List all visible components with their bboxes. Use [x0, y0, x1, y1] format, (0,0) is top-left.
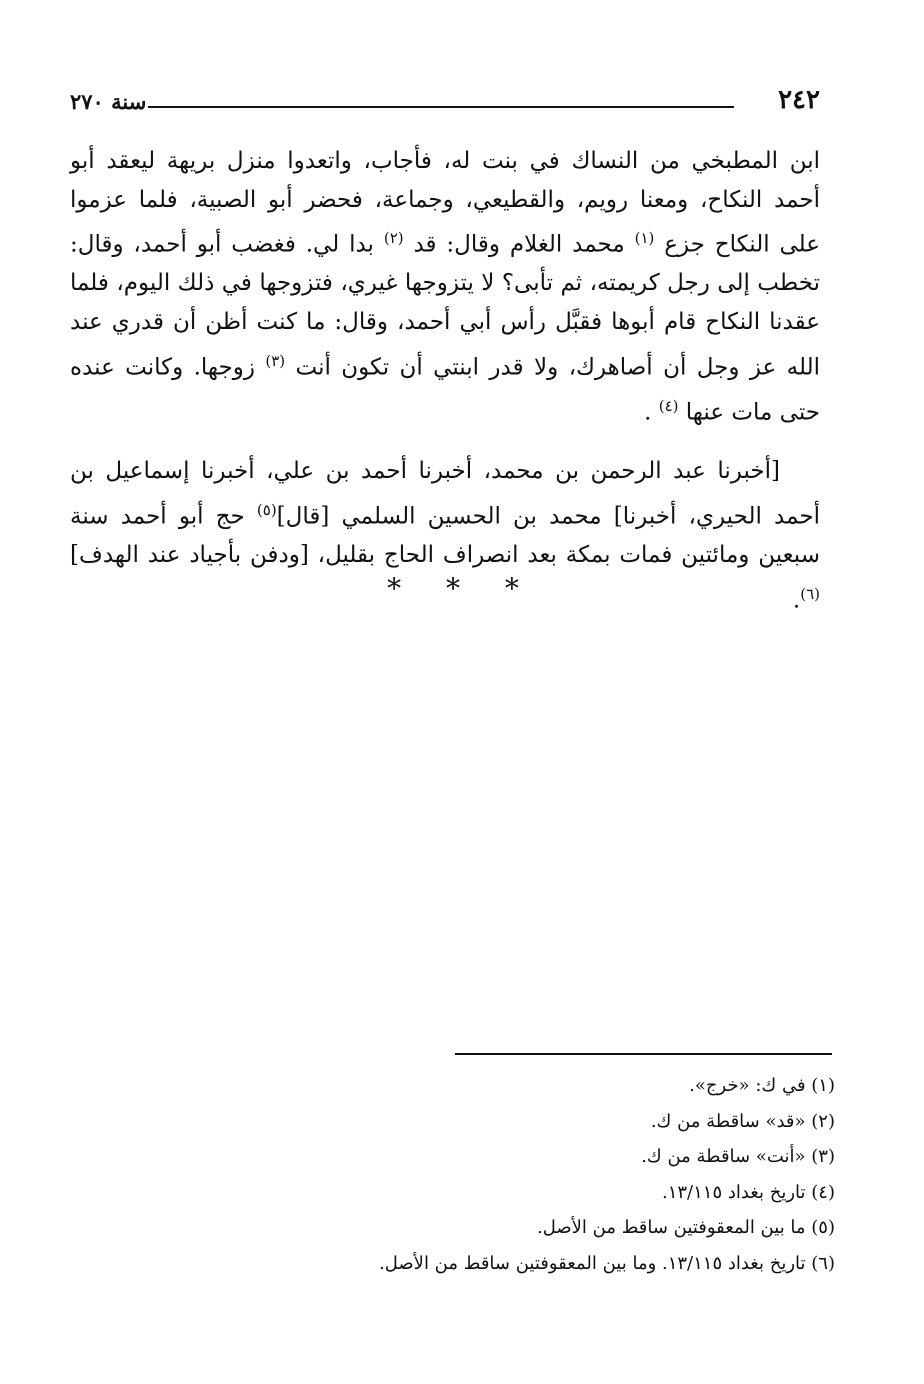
- page-header: [70, 84, 820, 120]
- footnote-4: (٤) تاريخ بغداد ١٣/١١٥.: [661, 1181, 835, 1203]
- text-run: بدا لي. فغضب أبو أحمد، وقال: تخطب إلى رجل كريمته، ثم تأبى؟ لا يتزوجها غيري، فتزوجها في ذلك اليوم، فلما عقدنا النكاح قام أبوها فقبَّل رأس أبي أحمد، وقال: ما كنت أظن أن قدري عند الله عز وجل أن أصاهرك، ولا قدر ابنتي أن تكون أنت: [70, 231, 821, 381]
- page-number: ٢٤٢: [778, 85, 820, 115]
- text-run: حج أبو أحمد سنة سبعين ومائتين فمات بمكة بعد انصراف الحاج بقليل، [ودفن بأجياد عند الهدف]: [70, 503, 820, 568]
- footnote-1: (١) في ك: «خرج».: [689, 1075, 835, 1096]
- section-separator: * * *: [387, 572, 537, 605]
- footnote-ref-5: (٥): [256, 500, 277, 519]
- footnote-ref-6: (٦): [800, 584, 820, 603]
- text-run: ابن المطبخي من النساك في بنت له، فأجاب، واتعدوا منزل بريهة ليعقد أبو أحمد النكاح، ومعنا رويم، والقطيعي، وجماعة، فحضر أبو الصبية، فلما عزموا على النكاح جزع: [70, 148, 821, 258]
- footnote-3: (٣) «أنت» ساقطة من ك.: [641, 1146, 835, 1168]
- footnote-6: (٦) تاريخ بغداد ١٣/١١٥. وما بين المعقوفتين ساقط من الأصل.: [379, 1252, 835, 1274]
- main-text: [70, 142, 820, 620]
- footnotes: [70, 1068, 835, 1282]
- running-head-year: سنة ٢٧٠: [70, 89, 147, 114]
- footnote-ref-3: (٣): [265, 351, 286, 370]
- footnote-ref-4: (٤): [658, 396, 679, 415]
- text-run: [أخبرنا عبد الرحمن بن محمد، أخبرنا أحمد بن علي، أخبرنا إسماعيل بن أحمد الحيري، أخبرنا] محمد بن الحسين السلمي [قال]: [70, 458, 820, 530]
- text-run: .: [644, 399, 659, 426]
- text-run: محمد الغلام وقال: قد: [403, 231, 635, 258]
- header-rule: [148, 106, 734, 108]
- text-run: زوجها. وكانت عنده حتى مات عنها: [70, 354, 820, 426]
- paragraph-story: [70, 142, 820, 432]
- footnote-2: (٢) «قد» ساقطة من ك.: [650, 1110, 835, 1132]
- footnote-5: (٥) ما بين المعقوفتين ساقط من الأصل.: [537, 1217, 835, 1239]
- footnote-rule: [455, 1053, 832, 1055]
- text-run: .: [792, 587, 801, 614]
- footnote-ref-1: (١): [634, 229, 655, 248]
- footnote-ref-2: (٢): [383, 229, 404, 248]
